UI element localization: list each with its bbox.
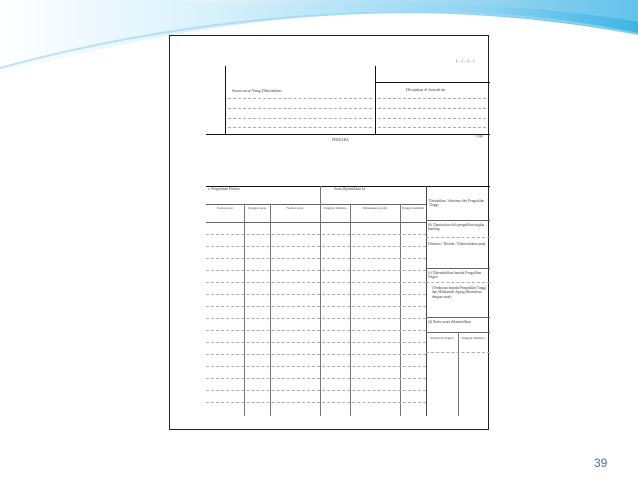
small-right-mark: (Tgl) [476, 134, 484, 138]
right-header: Diserahkan / diterima oleh Pengadilan Tinggi [429, 199, 485, 208]
slide-page-number: 39 [594, 456, 608, 470]
top-right-code: ( ... ( ... ) ... ) [456, 59, 475, 63]
col-header-3: Nomor surat [286, 206, 304, 210]
top-right-label: Ditujukan di bawah ini [406, 87, 446, 92]
left-section-header: a. Pengiriman Perkara [208, 187, 240, 191]
col-header-1: Nomor urut [217, 206, 233, 210]
top-box-left-border [225, 66, 226, 134]
col-header-2: Tanggal surat [247, 206, 267, 210]
right-block-3: (c) Dikembalikan kepada Pengadilan Negeri [428, 271, 482, 280]
right-block-1: (b) Diputuskan oleh pengadilan tingkat banding [428, 223, 485, 232]
bottom-col-2: Tanggal diterima [461, 336, 485, 340]
right-block-5: (d) Berita acara dikembalikan [428, 320, 471, 324]
middle-section-header: Surat Dipindahkan ke [334, 187, 366, 191]
top-right-box-top [375, 82, 490, 83]
col-header-4: Tanggal diterima [323, 206, 347, 210]
top-section-baseline [206, 134, 490, 135]
top-left-label: Surat-surat Yang Dikirimkan [232, 88, 282, 93]
right-block-2: Diterima / Ditolak / Diberitahukan pada [428, 242, 486, 246]
top-box-middle-border [375, 66, 376, 134]
right-block-4: (Tembusan kepada Pengadilan Tinggi dan Mahkamah Agung dikirimkan dengan surat) [432, 286, 487, 299]
scanned-form-document [169, 35, 489, 430]
col-header-6: Tanggal kembali [401, 206, 425, 210]
middle-label: PERKARA [332, 138, 349, 142]
col-header-5: Dilakukan ke (di) [363, 206, 387, 210]
bottom-col-1: Pemohon tingkat [430, 336, 454, 340]
